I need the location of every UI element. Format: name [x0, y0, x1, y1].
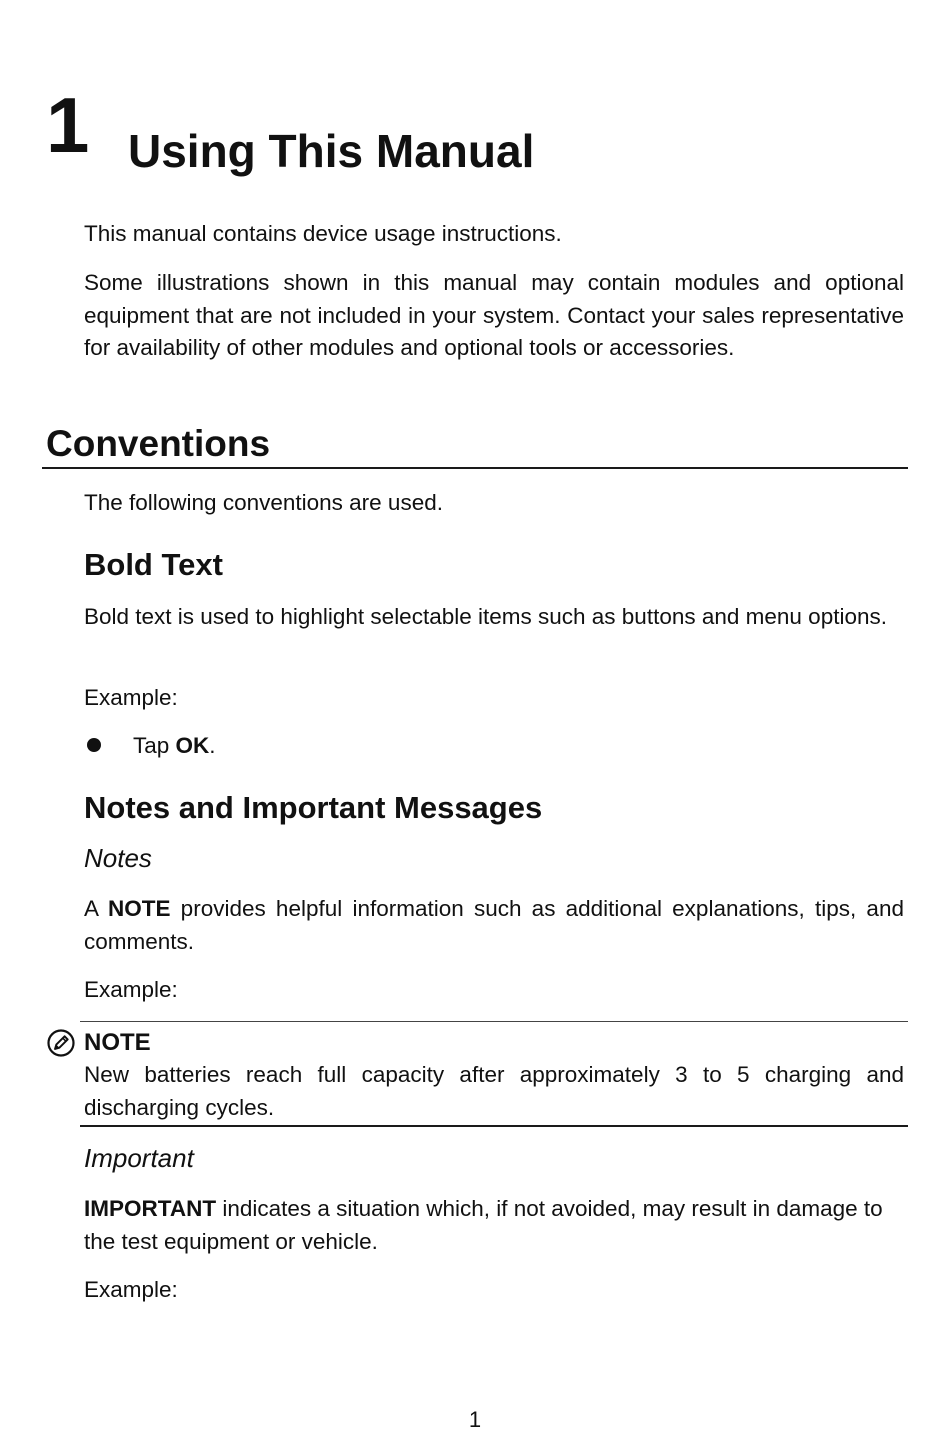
notes-desc-prefix: A: [84, 896, 108, 921]
notes-description: [84, 893, 904, 958]
subsection-title-notes-important: Notes and Important Messages: [84, 790, 543, 825]
important-heading: Important: [84, 1143, 194, 1173]
section-title-conventions: Conventions: [46, 423, 271, 464]
notes-desc-bold: NOTE: [107, 896, 171, 921]
intro-paragraph-1: This manual contains device usage instructions.: [84, 221, 562, 246]
important-desc-bold: IMPORTANT: [84, 1196, 217, 1221]
subsection-title-bold-text: Bold Text: [84, 547, 223, 582]
important-desc-rest: indicates a situation which, if not avoided, may result in damage to the test equipment or vehicle.: [84, 1196, 883, 1254]
bullet-icon: [87, 738, 101, 752]
note-text: New batteries reach full capacity after approximately 3 to 5 charging and discharging cycles.: [84, 1062, 904, 1120]
important-example-label: Example:: [84, 1277, 178, 1302]
bullet-item: [133, 730, 216, 763]
chapter-title: Using This Manual: [128, 125, 535, 177]
section-divider: [42, 467, 908, 469]
notes-example-label: Example:: [84, 977, 178, 1002]
bullet-text-suffix: .: [209, 733, 216, 758]
pencil-circle-icon: [46, 1028, 76, 1058]
bullet-text-prefix: Tap: [133, 733, 176, 758]
bold-text-description: Bold text is used to highlight selectable items such as buttons and menu options.: [84, 604, 887, 629]
note-box-bottom-rule: [80, 1125, 908, 1127]
note-label: NOTE: [84, 1029, 151, 1056]
intro-paragraph-2: Some illustrations shown in this manual may contain modules and optional equipment that are not included in your system. Contact your sales representative for availability of other modules and optional tools or accessories.: [84, 270, 904, 360]
notes-desc-rest: provides helpful information such as additional explanations, tips, and comments.: [84, 896, 904, 954]
chapter-number: 1: [46, 81, 90, 169]
page-number: 1: [468, 1407, 482, 1432]
bold-text-example-label: Example:: [84, 685, 178, 710]
note-box-top-rule: [80, 1021, 908, 1022]
bullet-text-bold: OK: [175, 733, 210, 758]
important-description: [84, 1193, 904, 1258]
notes-heading: Notes: [84, 843, 152, 873]
conventions-intro: The following conventions are used.: [84, 490, 443, 515]
